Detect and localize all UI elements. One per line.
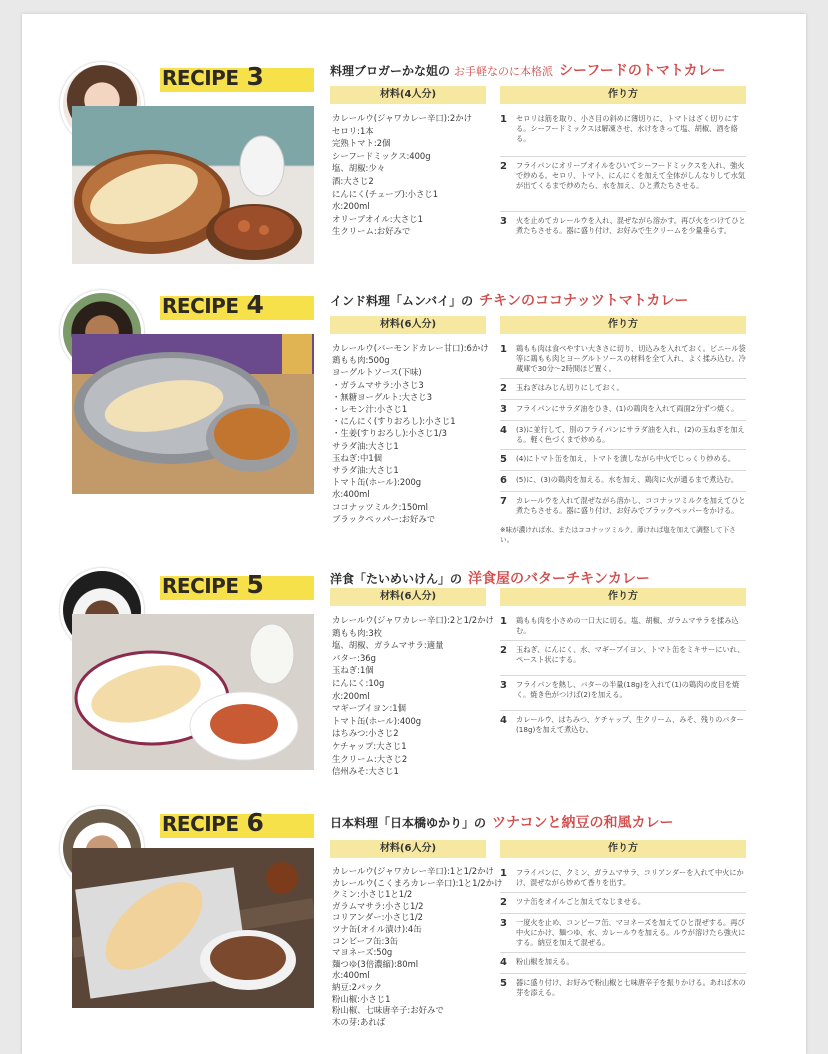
ingredient-item: シーフードミックス:400g xyxy=(332,150,431,161)
step-number: 2 xyxy=(500,383,507,394)
method-step xyxy=(500,893,746,914)
recipe-label-text: RECIPE xyxy=(162,574,239,598)
step-number: 2 xyxy=(500,645,507,656)
step-text: カレールウ、はちみつ、ケチャップ、生クリーム、みそ、残りのバター(18g)を加えて煮込む。 xyxy=(516,715,744,734)
ingredient-item: カレールウ(こくまろカレー辛口):1と1/2かけ xyxy=(332,877,503,888)
step-number: 4 xyxy=(500,715,507,726)
method-steps xyxy=(500,612,746,739)
ingredient-item: マギーブイヨン:1個 xyxy=(332,703,406,714)
ingredient-item: ・ガラムマサラ:小さじ3 xyxy=(332,379,424,390)
step-text: 鶏もも肉は食べやすい大きさに切り、切込みを入れておく。ビニール袋等に鶏もも肉とヨーグルトソースの材料を全て入れ、よく揉み込む。冷蔵庫で30分〜2時間ほど置く。 xyxy=(516,344,746,373)
ingredient-item: サラダ油:大さじ1 xyxy=(332,465,399,476)
ingredient-list xyxy=(332,342,492,525)
step-text: フライパンにオリーブオイルをひいてシーフードミックスを入れ、強火で炒める。セロリ、トマト、にんにくを加えて全体がしんなりして水気が出てくるまで炒めたら、水を加え、ひと煮たちさせる。 xyxy=(516,161,745,190)
ingredients-header: 材料(4人分) xyxy=(330,86,486,104)
ingredient-item: カレールウ(バーモンドカレー甘口):6かけ xyxy=(332,343,489,353)
ingredient-item: カレールウ(ジャワカレー辛口):1と1/2かけ xyxy=(332,866,494,876)
ingredient-item: 鶏もも肉:500g xyxy=(332,355,390,366)
ingredient-item: オリーブオイル:大さじ1 xyxy=(332,213,423,224)
ingredient-item: ブラックペッパー:お好みで xyxy=(332,513,436,524)
ingredient-item: マヨネーズ:50g xyxy=(332,947,393,958)
ingredient-item: 生クリーム:お好みで xyxy=(332,226,411,237)
ingredient-item: 水:200ml xyxy=(332,201,370,212)
step-number: 2 xyxy=(500,161,507,172)
curry-naan-image xyxy=(72,848,314,1008)
method-header: 作り方 xyxy=(500,588,746,606)
step-text: フライパンに、クミン、ガラムマサラ、コリアンダーを入れて中火にかけ、混ぜながら炒めて香りを出す。 xyxy=(516,868,744,887)
step-number: 1 xyxy=(500,344,507,355)
ingredient-item: 生クリーム:大さじ2 xyxy=(332,753,408,764)
ingredient-item: カレールウ(ジャワカレー辛口):2かけ xyxy=(332,113,472,123)
ingredient-item: コリアンダー:小さじ1/2 xyxy=(332,912,424,923)
recipe-title xyxy=(330,568,650,588)
method-header: 作り方 xyxy=(500,86,746,104)
step-text: 玉ねぎはみじん切りにしておく。 xyxy=(516,383,624,392)
method-step xyxy=(500,914,746,953)
ingredient-item: 麺つゆ(3倍濃縮):80ml xyxy=(332,958,419,969)
recipe-label xyxy=(162,62,263,91)
method-steps xyxy=(500,110,746,240)
step-text: セロリは筋を取り、小さ目の斜めに薄切りに、トマトはざく切りにする。シーフードミックスは解凍させ、水けをきって塩、胡椒、酒を絡る。 xyxy=(516,114,739,143)
method-header: 作り方 xyxy=(500,840,746,858)
method-steps xyxy=(500,340,746,544)
step-number: 6 xyxy=(500,475,507,486)
method-steps xyxy=(500,864,746,1002)
step-text: (5)に、(3)の鶏肉を加える。水を加え、鶏肉に火が通るまで煮込む。 xyxy=(516,475,739,484)
ingredient-item: にんにく(チューブ):小さじ1 xyxy=(332,188,439,199)
ingredient-item: 塩、胡椒、ガラムマサラ:適量 xyxy=(332,640,444,651)
ingredient-item: ガラムマサラ:小さじ1/2 xyxy=(332,900,424,911)
method-step xyxy=(500,641,746,676)
ingredient-item: カレールウ(ジャワカレー辛口):2と1/2かけ xyxy=(332,615,494,625)
ingredient-item: ケチャップ:大さじ1 xyxy=(332,740,407,751)
chef-name: インド料理「ムンバイ」の xyxy=(330,294,474,308)
dish-photo xyxy=(72,334,314,494)
method-step xyxy=(500,421,746,450)
ingredient-item: 水:200ml xyxy=(332,690,370,701)
dish-photo xyxy=(72,848,314,1008)
ingredient-item: 玉ねぎ:1個 xyxy=(332,665,374,676)
ingredient-item: トマト缶(ホール):200g xyxy=(332,477,422,488)
step-text: 器に盛り付け、お好みで粉山椒と七味唐辛子を振りかける。あれば木の芽を添える。 xyxy=(516,978,746,997)
ingredient-item: 木の芽:あれば xyxy=(332,1016,386,1027)
method-step xyxy=(500,450,746,471)
step-number: 5 xyxy=(500,978,507,989)
curry-naan-image xyxy=(72,334,314,494)
ingredients-header: 材料(6人分) xyxy=(330,588,486,606)
recipe-label-text: RECIPE xyxy=(162,812,239,836)
ingredient-list xyxy=(332,112,492,238)
ingredients-header: 材料(6人分) xyxy=(330,840,486,858)
step-text: (4)にトマト缶を加え、トマトを潰しながら中火でじっくり炒める。 xyxy=(516,454,736,463)
dish-name: ツナコンと納豆の和風カレー xyxy=(492,815,674,831)
step-text: 鶏もも肉を小さめの一口大に切る。塩、胡椒、ガラムマサラを揉み込む。 xyxy=(516,616,739,635)
step-number: 4 xyxy=(500,425,507,436)
recipe-title xyxy=(330,290,688,310)
ingredient-item: クミン:小さじ1と1/2 xyxy=(332,889,413,900)
method-step xyxy=(500,953,746,974)
ingredient-item: 粉山椒、七味唐辛子:お好みで xyxy=(332,1005,444,1016)
step-number: 1 xyxy=(500,114,507,125)
recipe-number: 6 xyxy=(246,808,264,837)
step-text: 玉ねぎ、にんにく、水、マギーブイヨン、トマト缶をミキサーにいれ、ペースト状にする。 xyxy=(516,645,745,664)
method-step xyxy=(500,157,746,212)
step-text: ツナ缶をオイルごと加えてなじませる。 xyxy=(516,897,646,906)
method-step xyxy=(500,612,746,641)
step-number: 5 xyxy=(500,454,507,465)
method-header: 作り方 xyxy=(500,316,746,334)
method-step xyxy=(500,676,746,711)
ingredient-item: 水:400ml xyxy=(332,970,370,981)
ingredient-item: ツナ缶(オイル漬け):4缶 xyxy=(332,923,422,934)
recipe-page xyxy=(22,14,806,1054)
step-text: カレールウを入れて混ぜながら溶かし、ココナッツミルクを加えてひと煮たちさせる。器に盛り付け、お好みでブラックペッパーをかける。 xyxy=(516,496,746,515)
step-text: フライパンにサラダ油をひき、(1)の鶏肉を入れて両面2分ずつ焼く。 xyxy=(516,404,739,413)
curry-naan-image xyxy=(72,614,314,770)
method-step xyxy=(500,400,746,421)
tagline: お手軽なのに本格派 xyxy=(454,65,554,78)
method-step xyxy=(500,340,746,379)
ingredient-item: 塩、胡椒:少々 xyxy=(332,163,386,174)
chef-name: 料理ブロガーかな姐の xyxy=(330,64,451,78)
recipe-number: 4 xyxy=(246,290,264,319)
recipe-label xyxy=(162,570,263,599)
recipe-title xyxy=(330,60,725,80)
ingredient-item: ココナッツミルク:150ml xyxy=(332,501,428,512)
ingredient-item: 水:400ml xyxy=(332,489,370,500)
step-text: フライパンを熱し、バターの半量(18g)を入れて(1)の鶏肉の皮目を焼く。焼き色がつけば(2)を加える。 xyxy=(516,680,740,699)
method-step xyxy=(500,711,746,739)
step-text: 一度火を止め、コンビーフ缶、マヨネーズを加えてひと混ぜする。再び中火にかけ、麺つゆ、水、カレールウを加える。ルウが溶けたら強火にする。納豆を加えて混ぜる。 xyxy=(516,918,746,947)
step-number: 3 xyxy=(500,918,507,929)
ingredient-item: にんにく:10g xyxy=(332,677,385,688)
ingredient-item: ・レモン汁:小さじ1 xyxy=(332,404,408,415)
recipe-label-text: RECIPE xyxy=(162,66,239,90)
method-step xyxy=(500,379,746,400)
step-number: 1 xyxy=(500,868,507,879)
ingredient-item: ・生姜(すりおろし):小さじ1/3 xyxy=(332,428,447,439)
step-number: 3 xyxy=(500,404,507,415)
method-step xyxy=(500,864,746,893)
ingredient-item: ヨーグルトソース(下味) xyxy=(332,367,422,378)
step-text: (3)に並行して、別のフライパンにサラダ油を入れ、(2)の玉ねぎを加える。軽く色づくまで炒める。 xyxy=(516,425,745,444)
method-step xyxy=(500,212,746,240)
recipe-label xyxy=(162,290,263,319)
ingredient-item: トマト缶(ホール):400g xyxy=(332,715,422,726)
ingredient-item: サラダ油:大さじ1 xyxy=(332,440,399,451)
method-step xyxy=(500,110,746,157)
dish-photo xyxy=(72,106,314,264)
curry-naan-image xyxy=(72,106,314,264)
ingredient-item: ・にんにく(すりおろし):小さじ1 xyxy=(332,416,456,427)
dish-name: シーフードのトマトカレー xyxy=(559,63,726,79)
method-step xyxy=(500,492,746,520)
ingredients-header: 材料(6人分) xyxy=(330,316,486,334)
step-number: 1 xyxy=(500,616,507,627)
ingredient-item: 玉ねぎ:中1個 xyxy=(332,452,383,463)
ingredient-item: 完熟トマト:2個 xyxy=(332,138,391,149)
ingredient-item: 粉山椒:小さじ1 xyxy=(332,993,391,1004)
recipe-label-text: RECIPE xyxy=(162,294,239,318)
recipe-title xyxy=(330,812,673,832)
step-number: 2 xyxy=(500,897,507,908)
step-number: 3 xyxy=(500,216,507,227)
recipe-number: 5 xyxy=(246,570,264,599)
dish-name: チキンのココナッツトマトカレー xyxy=(479,293,689,309)
ingredient-item: セロリ:1本 xyxy=(332,125,374,136)
dish-name: 洋食屋のバターチキンカレー xyxy=(468,571,650,587)
step-number: 7 xyxy=(500,496,507,507)
ingredient-item: 酒:大さじ2 xyxy=(332,175,374,186)
step-text: 火を止めてカレールウを入れ、混ぜながら溶かす。再び火をつけてひと煮たちさせる。器に盛り付け、お好みで生クリームを少量垂らす。 xyxy=(516,216,746,235)
step-number: 4 xyxy=(500,957,507,968)
ingredient-item: 信州みそ:大さじ1 xyxy=(332,766,399,777)
chef-name: 日本料理「日本橋ゆかり」の xyxy=(330,816,487,830)
ingredient-list xyxy=(332,866,503,1028)
ingredient-item: コンビーフ缶:3缶 xyxy=(332,935,399,946)
recipe-note: ※味が濃ければ水、またはココナッツミルク、薄ければ塩を加えて調整して下さい。 xyxy=(500,526,736,544)
ingredient-item: バター:36g xyxy=(332,652,376,663)
ingredient-list xyxy=(332,614,492,778)
ingredient-item: はちみつ:小さじ2 xyxy=(332,728,399,739)
method-step xyxy=(500,471,746,492)
chef-name: 洋食「たいめいけん」の xyxy=(330,572,463,586)
step-number: 3 xyxy=(500,680,507,691)
ingredient-item: 納豆:2パック xyxy=(332,981,383,992)
recipe-number: 3 xyxy=(246,62,264,91)
recipe-label xyxy=(162,808,263,837)
step-text: 粉山椒を加える。 xyxy=(516,957,574,966)
dish-photo xyxy=(72,614,314,770)
ingredient-item: ・無糖ヨーグルト:大さじ3 xyxy=(332,391,433,402)
ingredient-item: 鶏もも肉:3枚 xyxy=(332,627,383,638)
method-step xyxy=(500,974,746,1002)
